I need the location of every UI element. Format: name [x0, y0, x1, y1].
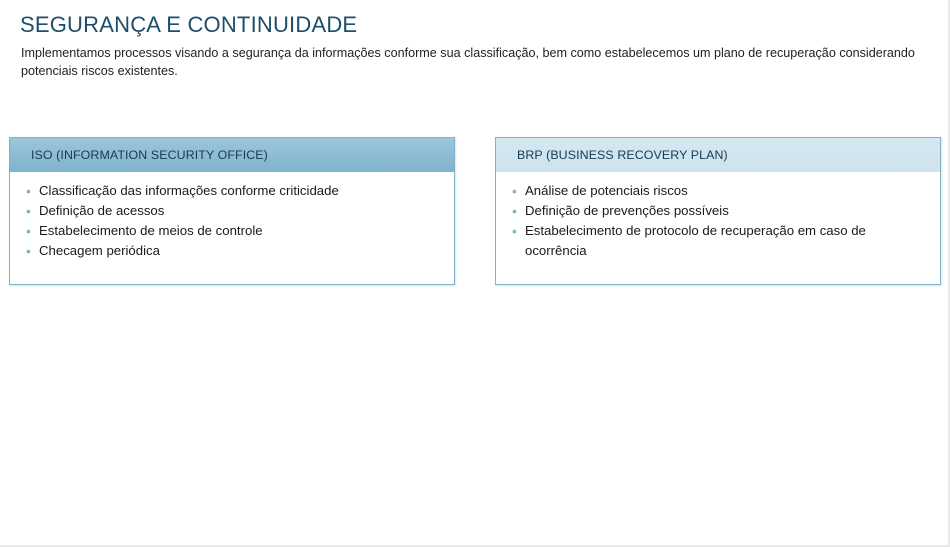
card-brp-body	[496, 172, 940, 269]
list-item	[26, 221, 438, 241]
page-title: SEGURANÇA E CONTINUIDADE	[20, 12, 358, 37]
bullet-dot-icon: •	[26, 203, 31, 219]
list-item	[26, 201, 438, 221]
card-iso-body	[10, 172, 454, 269]
list-item-label: Definição de prevenções possíveis	[525, 203, 729, 218]
list-item-label: Estabelecimento de protocolo de recuperação em caso de ocorrência	[525, 223, 866, 258]
list-item	[26, 181, 438, 201]
list-item-label: Análise de potenciais riscos	[525, 183, 688, 198]
list-item-label: Estabelecimento de meios de controle	[39, 223, 263, 238]
list-item	[512, 181, 924, 201]
card-iso-header: ISO (INFORMATION SECURITY OFFICE)	[10, 138, 454, 172]
list-item-label: Definição de acessos	[39, 203, 165, 218]
card-brp-header: BRP (BUSINESS RECOVERY PLAN)	[496, 138, 940, 172]
card-iso	[9, 137, 455, 285]
bullet-dot-icon: •	[26, 243, 31, 259]
bullet-dot-icon: •	[512, 223, 517, 239]
bullet-dot-icon: •	[512, 203, 517, 219]
list-item	[26, 241, 438, 261]
bullet-dot-icon: •	[512, 183, 517, 199]
bullet-dot-icon: •	[26, 183, 31, 199]
list-item	[512, 201, 924, 221]
list-item	[512, 221, 924, 261]
card-brp	[495, 137, 941, 285]
list-item-label: Classificação das informações conforme criticidade	[39, 183, 339, 198]
intro-paragraph: Implementamos processos visando a segurança da informações conforme sua classificação, bem como estabelecemos um plano de recuperação considerando potenciais riscos existentes.	[21, 46, 915, 78]
list-item-label: Checagem periódica	[39, 243, 160, 258]
bullet-dot-icon: •	[26, 223, 31, 239]
